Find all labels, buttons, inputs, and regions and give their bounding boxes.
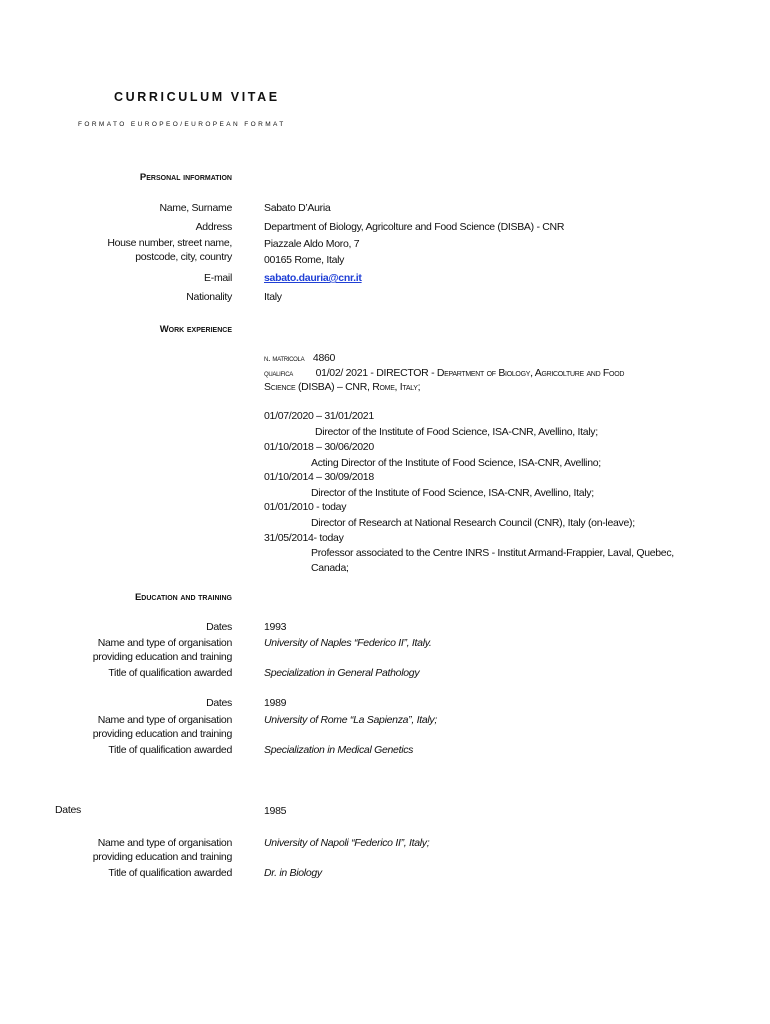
cv-subtitle: FORMATO EUROPEO/EUROPEAN FORMAT [78,121,286,128]
work-desc: Acting Director of the Institute of Food Science, ISA-CNR, Avellino; [311,457,601,469]
education-title: Dr. in Biology [264,867,322,879]
education-date: 1993 [264,621,287,633]
education-title: Specialization in Medical Genetics [264,744,414,756]
address-line-1: Department of Biology, Agricolture and Food Science (DISBA) - CNR [264,221,565,233]
qualifica-value: 01/02/ 2021 - DIRECTOR - Department of Biology, Agricolture and Food [315,367,625,379]
title-label: Title of qualification awarded [108,744,232,756]
org-label: Name and type of organisation [97,714,232,726]
address-line-2: Piazzale Aldo Moro, 7 [264,238,360,250]
education-org: University of Naples “Federico II”, Italy. [264,637,432,649]
work-desc: Director of Research at National Research Council (CNR), Italy (on-leave); [311,517,635,529]
cv-title: CURRICULUM VITAE [114,90,280,104]
education-org: University of Napoli “Federico II”, Italy; [264,837,430,849]
name-value: Sabato D’Auria [264,202,331,214]
matricola-value: 4860 [312,352,336,364]
matricola-label: n. matricola [264,353,305,363]
org-label: Name and type of organisation [97,837,232,849]
work-dates: 01/10/2014 – 30/09/2018 [264,471,374,483]
dates-label: Dates [206,621,232,633]
address-label: Address [195,221,232,233]
section-heading-education: Education and training [134,592,232,603]
org-label: Name and type of organisation [97,637,232,649]
section-heading-work: Work experience [159,324,232,335]
dates-label: Dates [206,697,232,709]
work-desc: Professor associated to the Centre INRS - Institut Armand-Frappier, Laval, Quebec, [311,547,674,559]
nationality-value: Italy [264,291,282,303]
work-dates: 01/10/2018 – 30/06/2020 [264,441,374,453]
qualifica-line [264,366,624,381]
work-dates: 01/01/2010 - today [264,501,347,513]
name-label: Name, Surname [159,202,232,214]
work-dates: 31/05/2014- today [264,532,344,544]
email-value[interactable] [264,271,362,286]
work-desc-continued: Canada; [311,562,349,574]
education-date: 1985 [264,805,287,817]
org-label-2: providing education and training [92,651,232,663]
matricola-line [264,351,335,366]
title-label: Title of qualification awarded [108,867,232,879]
address-label-3: postcode, city, country [135,251,232,263]
education-org: University of Rome “La Sapienza”, Italy; [264,714,437,726]
section-heading-personal: Personal information [139,172,232,183]
qualifica-value-2: Science (DISBA) – CNR, Rome, Italy; [264,381,421,393]
dates-label: Dates [55,804,81,816]
email-link[interactable]: sabato.dauria@cnr.it [264,272,362,284]
qualifica-label: qualifica [264,368,293,378]
email-label: E-mail [204,272,232,284]
title-label: Title of qualification awarded [108,667,232,679]
org-label-2: providing education and training [92,728,232,740]
org-label-2: providing education and training [92,851,232,863]
work-desc: Director of the Institute of Food Science, ISA-CNR, Avellino, Italy; [311,487,594,499]
education-title: Specialization in General Pathology [264,667,420,679]
education-date: 1989 [264,697,287,709]
address-line-3: 00165 Rome, Italy [264,254,345,266]
address-label-2: House number, street name, [107,237,232,249]
work-dates: 01/07/2020 – 31/01/2021 [264,410,374,422]
work-desc: Director of the Institute of Food Science, ISA-CNR, Avellino, Italy; [315,426,598,438]
nationality-label: Nationality [186,291,232,303]
